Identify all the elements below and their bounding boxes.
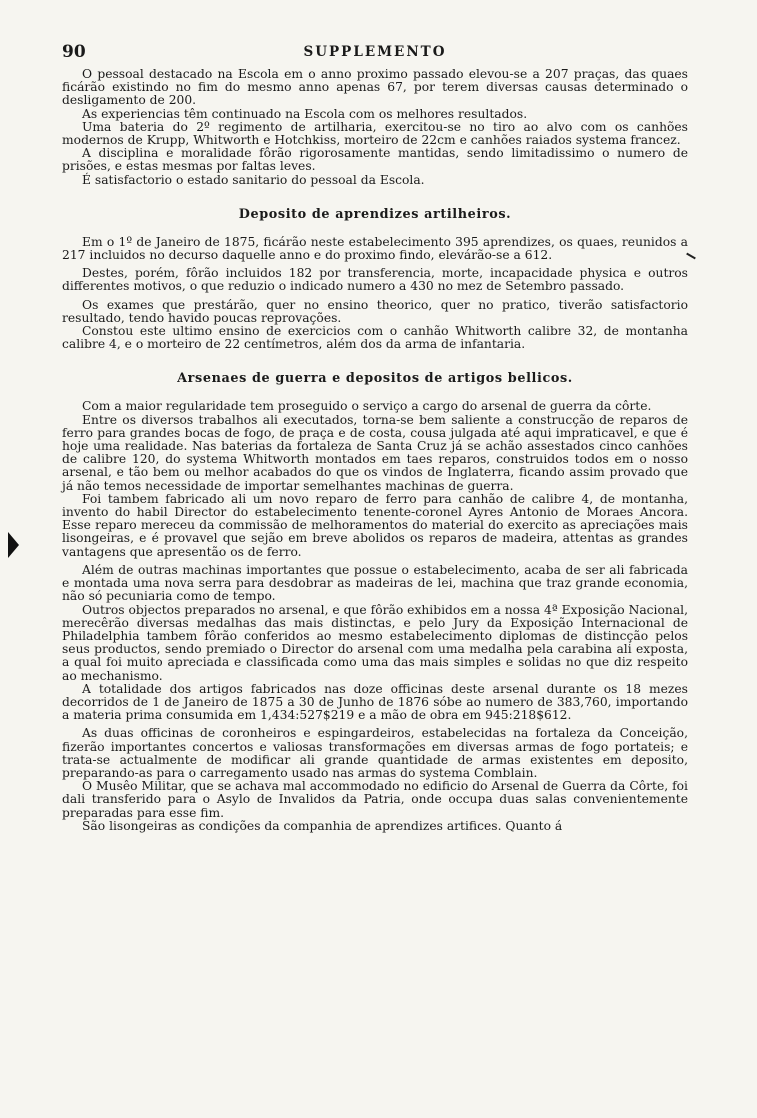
arsenaes-section	[62, 371, 688, 833]
paragraph: Além de outras machinas importantes que possue o estabelecimento, acaba de ser ali fabricada e montada uma nova serra para desdobrar as madeiras de lei, machina que traz grande economia, não só pecuniaria como de tempo.	[62, 562, 688, 604]
paragraph: São lisongeiras as condições da companhia de aprendizes artifices. Quanto á	[82, 818, 563, 833]
paragraph: Uma bateria do 2º regimento de artilharia, exercitou-se no tiro ao alvo com os canhões modernos de Krupp, Whitworth e Hotchkiss, morteiro de 22cm e canhões raiados systema francez.	[62, 119, 688, 148]
paragraph: O pessoal destacado na Escola em o anno proximo passado elevou-se a 207 praças, das quaes ficárão existindo no fim do mesmo anno apenas 67, por terem diversas causas determinado o desligamento de 200.	[62, 67, 688, 108]
paragraph: É satisfactorio o estado sanitario do pessoal da Escola.	[82, 172, 425, 187]
paragraph: Os exames que prestárão, quer no ensino theorico, quer no pratico, tiverão satisfactorio resultado, tendo havido poucas reprovações.	[62, 297, 688, 325]
deposito-section	[62, 207, 688, 352]
paragraph: As experiencias têm continuado na Escola com os melhores resultados.	[82, 106, 528, 121]
paragraph: Destes, porém, fôrão incluidos 182 por transferencia, morte, incapacidade physica e outros differentes motivos, o que reduzio o indicado numero a 430 no mez de Setembro passado.	[62, 266, 688, 294]
paragraph: Entre os diversos trabalhos ali executados, torna-se bem saliente a construcção de reparos de ferro para grandes bocas de fogo, de praça e de costa, cousa julgada até aqui impraticavel, e que é hoje uma realidade. Nas baterias da fortaleza de Santa Cruz já se achão assestados cinco canhões de calibre 120, do systema Whitworth montados em taes reparos, construidos todos em o nosso arsenal, e tão bem ou melhor acabados do que os vindos de Inglaterra, ficando assim provado que já não temos necessidade de importar semelhantes machinas de guerra.	[62, 412, 688, 493]
document-page	[62, 42, 688, 833]
paragraph: Outros objectos preparados no arsenal, e que fôrão exhibidos em a nossa 4ª Exposição Nacional, merecêrão diversas medalhas das mais distinctas, e pelo Jury da Exposição Internacional de Philadelphia tambem fôrão conferidos ao mesmo estabelecimento diplomas de distincção pelos seus productos, sendo premiado o Director do arsenal com uma medalha pela carabina ali exposta, a qual foi muito apreciada e classificada como uma das mais simples e solidas no que diz respeito ao mechanismo.	[62, 602, 688, 683]
paragraph: Em o 1º de Janeiro de 1875, ficárão neste estabelecimento 395 aprendizes, os quaes, reunidos a 217 incluidos no decurso daquelle anno e do proximo findo, elevárão-se a 612.	[62, 234, 688, 263]
paragraph: O Musêo Militar, que se achava mal accommodado no edificio do Arsenal de Guerra da Côrte, foi dali transferido para o Asylo de Invalidos da Patria, onde occupa duas salas convenientemente preparadas para esse fim.	[62, 779, 688, 820]
paragraph: Constou este ultimo ensino de exercicios com o canhão Whitworth calibre 32, de montanha calibre 4, e o morteiro de 22 centímetros, além dos da arma de infantaria.	[62, 324, 688, 352]
paragraph: Foi tambem fabricado ali um novo reparo de ferro para canhão de calibre 4, de montanha, invento do habil Director do estabelecimento tenente-coronel Ayres Antonio de Moraes Ancora. Esse reparo mereceu da commissão de melhoramentos do material do exercito as apreciações mais lisongeiras, e é provavel que sejão em breve abolidos os reparos de madeira, attentas as grandes vantagens que apresentão os de ferro.	[62, 491, 688, 559]
page-number: 90	[62, 42, 86, 62]
section-heading: Deposito de aprendizes artilheiros.	[238, 206, 512, 222]
intro-section	[62, 68, 688, 187]
running-header	[62, 42, 688, 64]
running-title: SUPPLEMENTO	[303, 44, 447, 60]
paragraph: As duas officinas de coronheiros e espingardeiros, estabelecidas na fortaleza da Conceição, fizerão importantes concertos e valiosas transformações em diversas armas de fogo portateis; e trata-se actualmente de modificar ali grande quantidade de armas existentes em deposito, preparando-as para o carregamento usado nas armas do systema Comblain.	[62, 726, 688, 780]
section-heading: Arsenaes de guerra e depositos de artigos bellicos.	[177, 371, 573, 387]
paragraph: Com a maior regularidade tem proseguido o serviço a cargo do arsenal de guerra da côrte.	[82, 399, 652, 414]
margin-scan-mark	[8, 532, 19, 558]
paragraph: A disciplina e moralidade fôrão rigorosamente mantidas, sendo limitadissimo o numero de prisões, e estas mesmas por faltas leves.	[62, 146, 688, 174]
paragraph: A totalidade dos artigos fabricados nas doze officinas deste arsenal durante os 18 mezes decorridos de 1 de Janeiro de 1875 a 30 de Junho de 1876 sóbe ao numero de 383,760, importando a materia prima consumida em 1,434:527$219 e a mão de obra em 945:218$612.	[62, 681, 688, 723]
